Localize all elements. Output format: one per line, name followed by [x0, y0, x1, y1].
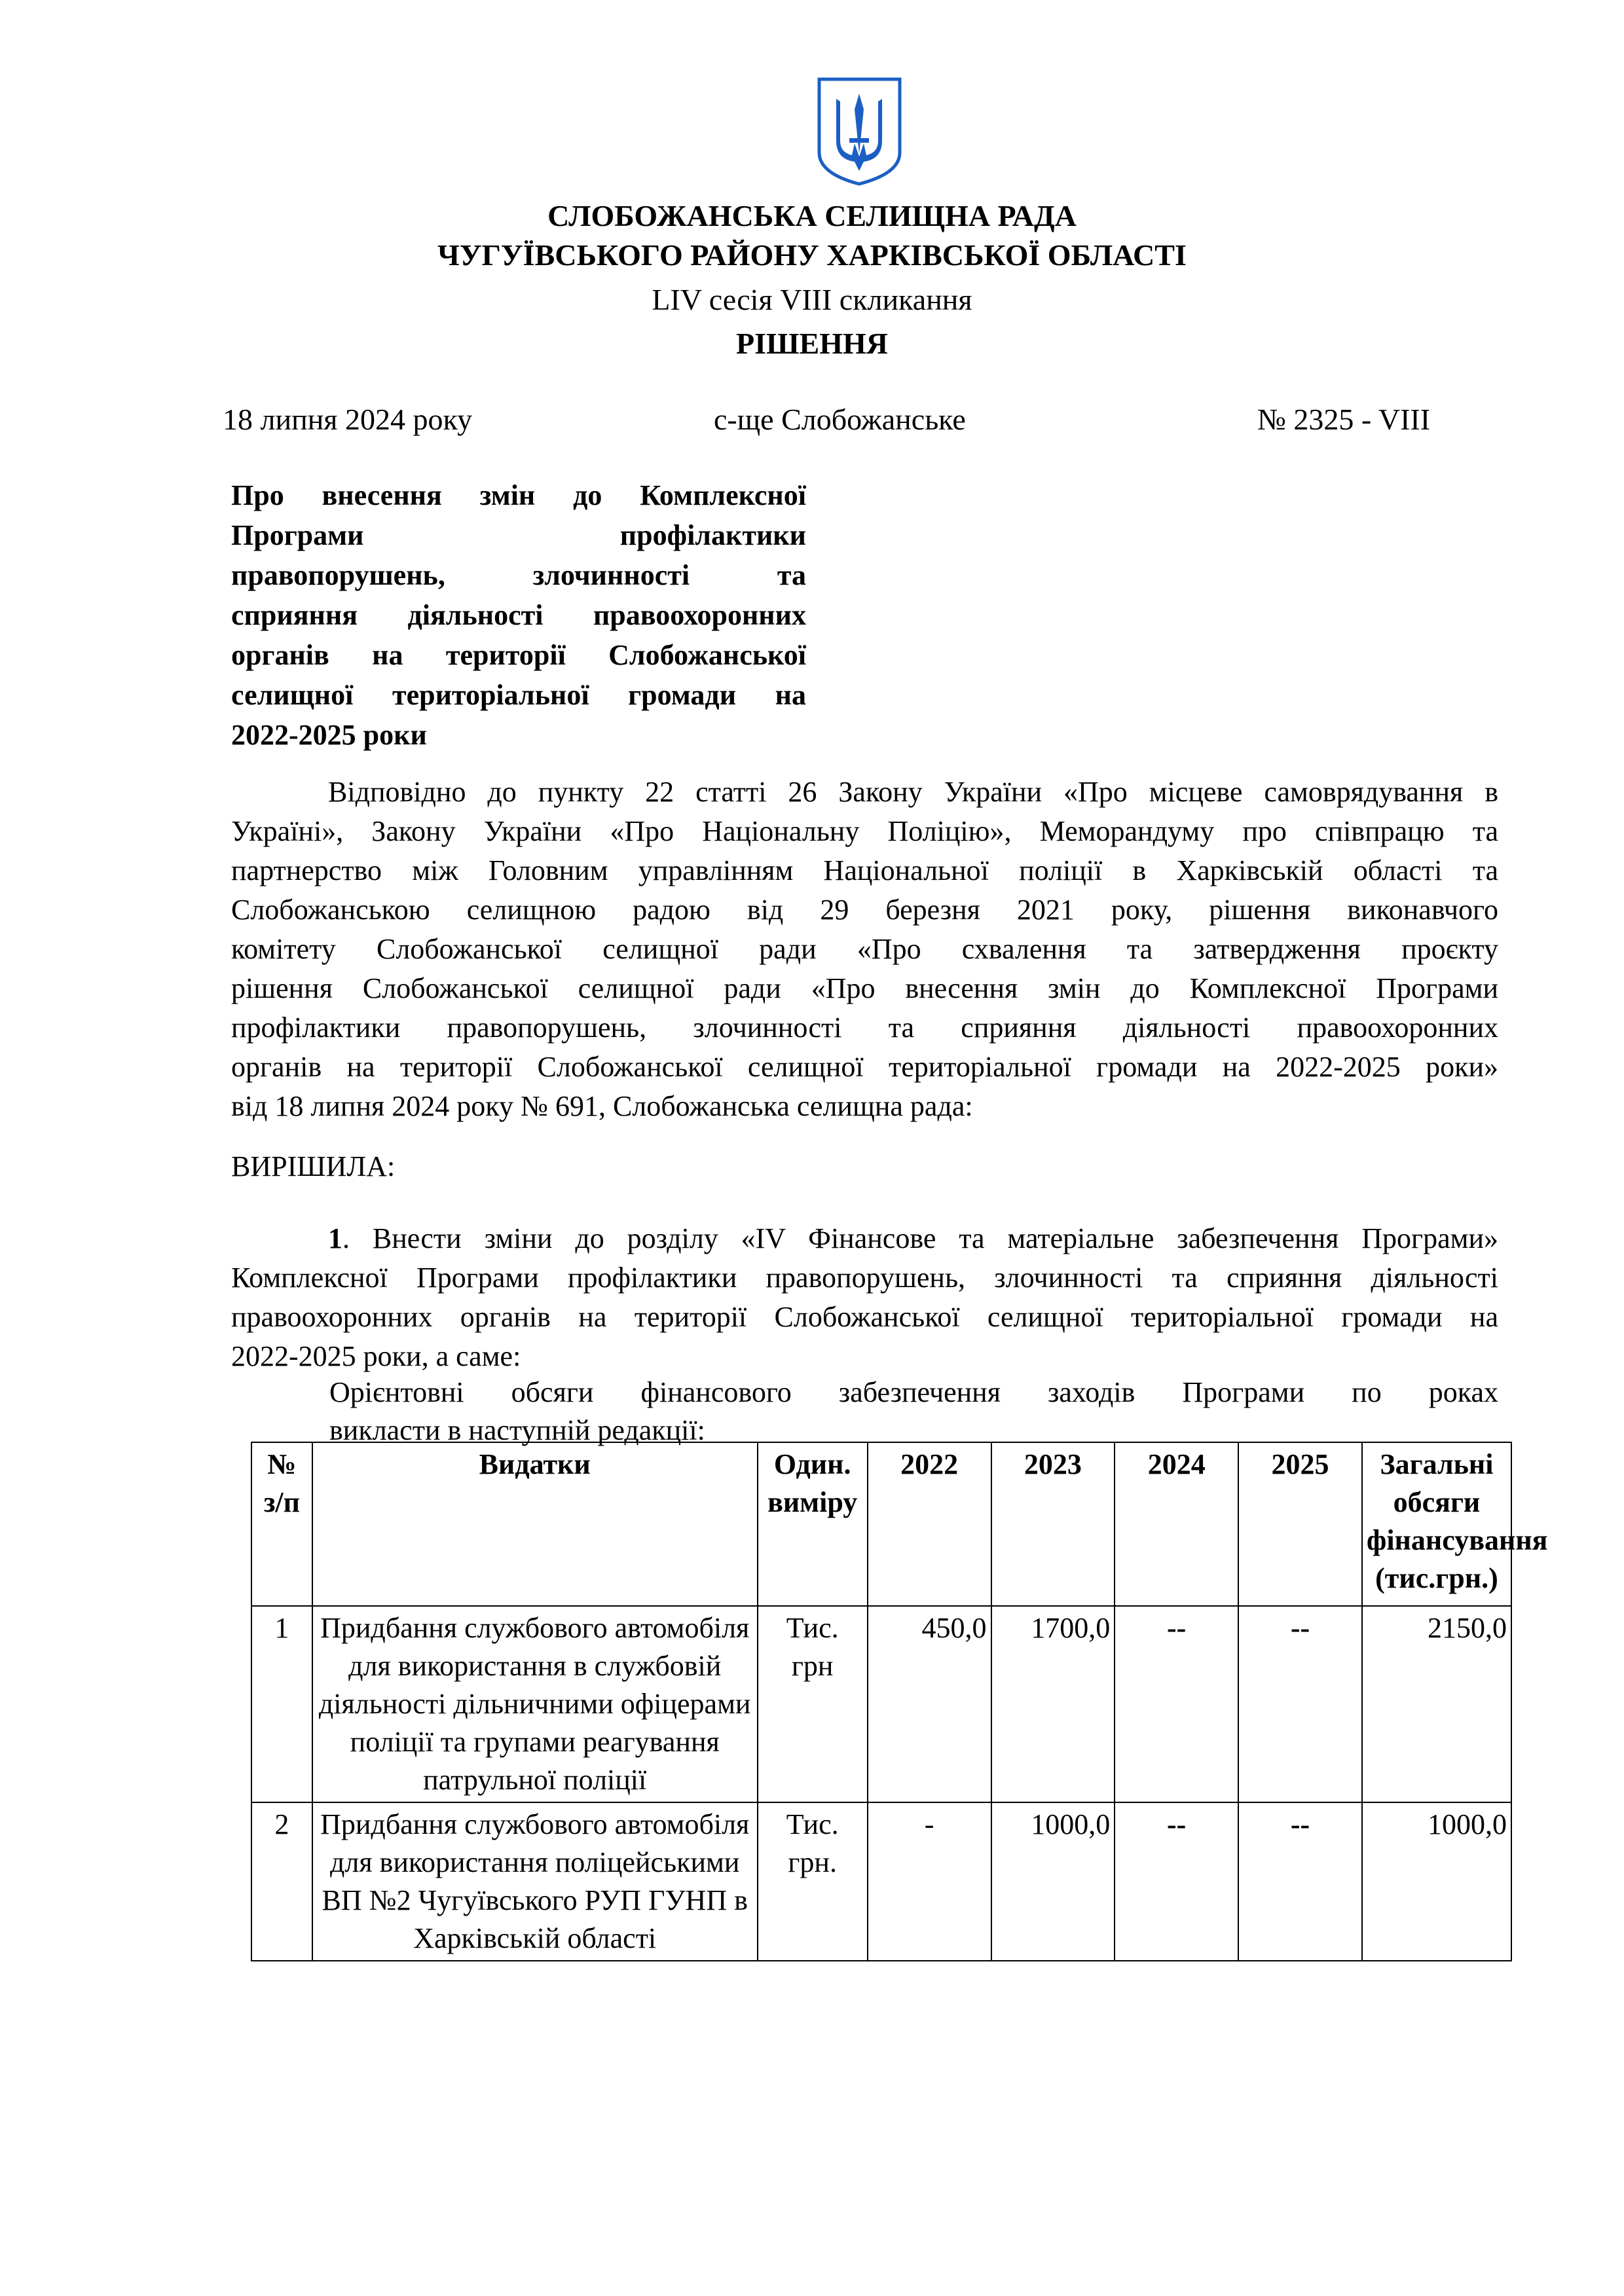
title-line: 2022-2025 роки [231, 719, 427, 751]
col-header-2024: 2024 [1115, 1442, 1238, 1606]
cell-expense: Придбання службового автомобіля для використання поліцейськими ВП №2 Чугуївського РУП ГУНП в Харківській області [312, 1802, 758, 1961]
financing-table [251, 1442, 1548, 1961]
item-number: 1 [328, 1222, 342, 1254]
preamble-paragraph [231, 773, 1498, 1126]
cell-total: 2150,0 [1362, 1606, 1511, 1802]
preamble-line: Україні», Закону України «Про Національну Поліцію», Меморандуму про співпрацю та [231, 815, 1498, 847]
cell-2023: 1700,0 [991, 1606, 1115, 1802]
cell-num: 2 [251, 1802, 312, 1961]
preamble-line: Відповідно до пункту 22 статті 26 Закону України «Про місцеве самоврядування в [328, 776, 1498, 808]
cell-2025: -- [1238, 1606, 1362, 1802]
note-line: викласти в наступній редакції: [329, 1414, 705, 1446]
cell-total: 1000,0 [1362, 1802, 1511, 1961]
title-line: селищної територіальної громади на [231, 679, 806, 711]
col-header-2022: 2022 [868, 1442, 991, 1606]
note-line: Орієнтовні обсяги фінансового забезпечення заходів Програми по роках [329, 1376, 1498, 1408]
cell-2024: -- [1115, 1802, 1238, 1961]
preamble-line: рішення Слобожанської селищної ради «Про внесення змін до Комплексної Програми [231, 972, 1498, 1004]
item-line: 2022-2025 роки, а саме: [231, 1340, 521, 1372]
document-date: 18 липня 2024 року [223, 403, 473, 436]
cell-2025: -- [1238, 1802, 1362, 1961]
col-header-total: Загальні обсяги фінансування (тис.грн.) [1362, 1442, 1511, 1606]
title-line: Про внесення змін до Комплексної [231, 479, 806, 511]
preamble-line: Слобожанською селищною радою від 29 березня 2021 року, рішення виконавчого [231, 894, 1498, 926]
col-header-unit: Один. виміру [758, 1442, 868, 1606]
cell-num: 1 [251, 1606, 312, 1802]
cell-unit: Тис. грн. [758, 1802, 868, 1961]
council-name: СЛОБОЖАНСЬКА СЕЛИЩНА РАДА [547, 199, 1077, 232]
col-header-2023: 2023 [991, 1442, 1115, 1606]
title-line: органів на території Слобожанської [231, 639, 806, 671]
cell-2022: 450,0 [868, 1606, 991, 1802]
coat-of-arms-emblem [815, 75, 904, 187]
table-header-row [251, 1442, 1511, 1606]
district-name: ЧУГУЇВСЬКОГО РАЙОНУ ХАРКІВСЬКОЇ ОБЛАСТІ [437, 238, 1187, 272]
preamble-line: профілактики правопорушень, злочинності та сприяння діяльності правоохоронних [231, 1011, 1498, 1044]
preamble-line: від 18 липня 2024 року № 691, Слобожанська селищна рада: [231, 1090, 973, 1122]
table-row [251, 1606, 1511, 1802]
preamble-line: органів на території Слобожанської селищної територіальної громади на 2022-2025 роки» [231, 1051, 1498, 1083]
item-line: Комплексної Програми профілактики правопорушень, злочинності та сприяння діяльності [231, 1262, 1498, 1294]
title-line: сприяння діяльності правоохоронних [231, 599, 806, 631]
cell-expense: Придбання службового автомобіля для використання в службовій діяльності дільничними офіцерами поліції та групами реагування патрульної поліції [312, 1606, 758, 1802]
document-place: с-ще Слобожанське [714, 403, 966, 436]
item-line: правоохоронних органів на території Слобожанської селищної територіальної громади на [231, 1301, 1498, 1333]
decision-title [231, 475, 806, 755]
cell-2022: - [868, 1802, 991, 1961]
cell-2023: 1000,0 [991, 1802, 1115, 1961]
document-number: № 2325 - VIII [1257, 403, 1431, 436]
item-line: 1. Внести зміни до розділу «IV Фінансове та матеріальне забезпечення Програми» [328, 1222, 1498, 1254]
cell-2024: -- [1115, 1606, 1238, 1802]
session-line: LIV сесія VIII скликання [652, 283, 972, 316]
title-line: Програми профілактики [231, 519, 806, 551]
col-header-num: № з/п [251, 1442, 312, 1606]
col-header-2025: 2025 [1238, 1442, 1362, 1606]
col-header-expense: Видатки [312, 1442, 758, 1606]
preamble-line: партнерство між Головним управлінням Національної поліції в Харківській області та [231, 854, 1498, 886]
trident-icon [815, 75, 904, 187]
note-paragraph [329, 1374, 1498, 1449]
resolved-heading: ВИРІШИЛА: [231, 1150, 396, 1182]
cell-unit: Тис. грн [758, 1606, 868, 1802]
item-1-paragraph [231, 1219, 1498, 1376]
document-type: РІШЕННЯ [736, 327, 888, 360]
table-row [251, 1802, 1511, 1961]
title-line: правопорушень, злочинності та [231, 559, 806, 591]
preamble-line: комітету Слобожанської селищної ради «Про схвалення та затвердження проєкту [231, 933, 1498, 965]
